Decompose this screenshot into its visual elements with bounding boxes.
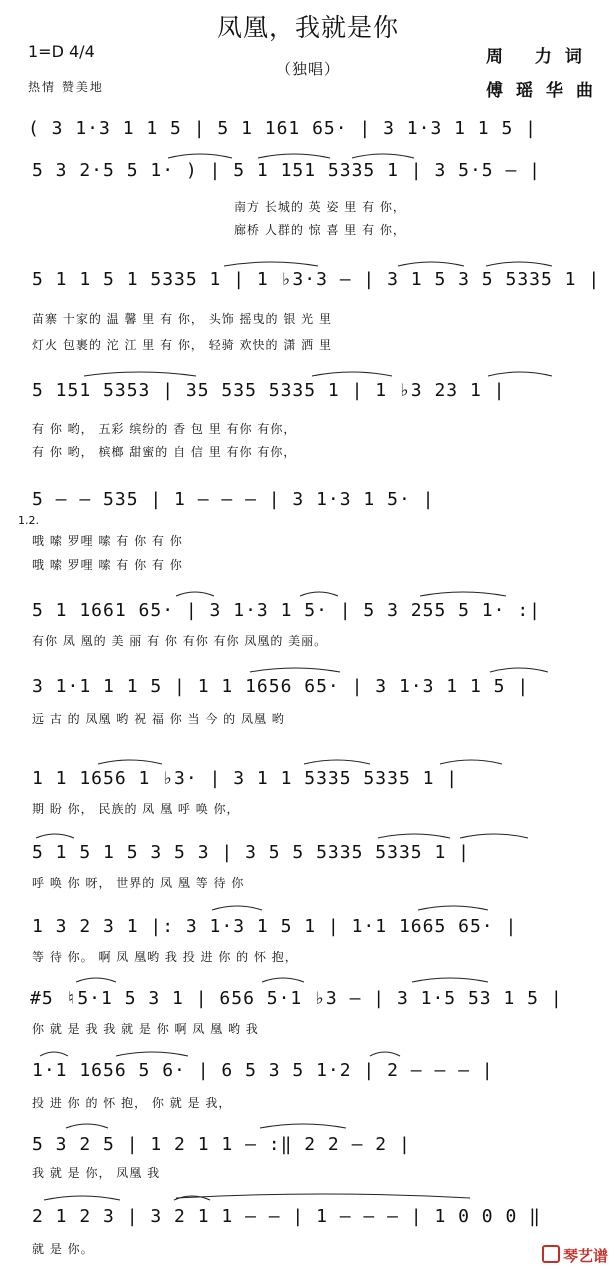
slur-arc xyxy=(44,1196,120,1200)
slur-arc xyxy=(300,592,338,596)
lyric-line: 期 盼 你， 民族的 凤 凰 呼 唤 你， xyxy=(32,802,240,816)
notation-line: 5 151 5353 | 35 535 5335 1 | 1 ♭3 23 1 | xyxy=(32,380,506,401)
lyric-line: 等 待 你。 啊 凤 凰哟 我 投 进 你 的 怀 抱， xyxy=(32,950,298,964)
lyric-line: 你 就 是 我 我 就 是 你 啊 凤 凰 哟 我 xyxy=(32,1022,259,1036)
slur-arc xyxy=(486,262,552,266)
slur-arc xyxy=(418,906,488,910)
composer-credit: 傅瑶华曲 xyxy=(486,81,606,101)
lyric-line: 南方 长城的 英 姿 里 有 你， xyxy=(234,200,406,214)
notation-line: 5 1 1 5 1 5335 1 | 1 ♭3·3 — | 3 1 5 3 5 5335 1 | xyxy=(32,269,601,290)
slur-arc xyxy=(212,906,262,910)
slur-arc xyxy=(370,1052,400,1056)
slur-arc xyxy=(412,978,488,982)
lyric-line: 有 你 哟， 槟榔 甜蜜的 自 信 里 有你 有你， xyxy=(32,445,297,459)
slur-arc xyxy=(490,668,548,672)
notation-line: 1 1 1656 1 ♭3· | 3 1 1 5335 5335 1 | xyxy=(32,768,459,789)
notation-line: 5 1 5 1 5 3 5 3 | 3 5 5 5335 5335 1 | xyxy=(32,842,470,863)
slur-arc xyxy=(398,262,464,266)
slur-arc xyxy=(250,668,340,672)
notation-line: 1 3 2 3 1 |: 3 1·3 1 5 1 | 1·1 1665 65· | xyxy=(32,916,518,937)
slur-arc xyxy=(352,154,414,158)
slur-arc xyxy=(304,760,370,764)
slur-arc xyxy=(224,262,318,266)
slur-arc xyxy=(420,592,506,596)
volta-ending: 1.2. xyxy=(18,514,39,527)
watermark-logo: 琴艺谱 xyxy=(542,1245,608,1266)
notation-line: 5 — — 535 | 1 — — — | 3 1·3 1 5· | xyxy=(32,489,435,510)
notation-line: ( 3 1·3 1 1 5 | 5 1 161 65· | 3 1·3 1 1 5 | xyxy=(28,118,537,139)
lyric-line: 远 古 的 凤凰 哟 祝 福 你 当 今 的 凤凰 哟 xyxy=(32,712,285,726)
lyric-line: 就 是 你。 xyxy=(32,1242,94,1256)
slur-arc xyxy=(262,978,304,982)
lyric-line: 投 进 你 的 怀 抱， 你 就 是 我， xyxy=(32,1096,232,1110)
lyric-line: 灯火 包裹的 沱 江 里 有 你， 轻骑 欢快的 潇 洒 里 xyxy=(32,338,332,352)
lyric-line: 有你 凤 凰的 美 丽 有 你 有你 有你 凤凰的 美丽。 xyxy=(32,634,328,648)
slur-arc xyxy=(260,1124,346,1128)
slur-arc xyxy=(40,1052,68,1056)
slur-arc xyxy=(84,372,196,376)
notation-line: 3 1·1 1 1 5 | 1 1 1656 65· | 3 1·3 1 1 5 | xyxy=(32,676,530,697)
slur-arc xyxy=(488,372,552,376)
slur-arc xyxy=(76,978,116,982)
lyric-line: 有 你 哟， 五彩 缤纷的 香 包 里 有你 有你， xyxy=(32,422,297,436)
song-title: 凤凰，我就是你 xyxy=(216,13,399,42)
lyric-line: 廊桥 人群的 惊 喜 里 有 你， xyxy=(234,223,406,237)
slur-arc xyxy=(312,372,392,376)
slur-arc xyxy=(460,834,528,838)
lyric-line: 哦 嗦 罗哩 嗦 有 你 有 你 xyxy=(32,558,183,572)
slur-arc xyxy=(36,834,74,838)
slur-arc xyxy=(168,154,232,158)
slur-arc xyxy=(98,760,162,764)
notation-line: 5 3 2·5 5 1· ) | 5 1 151 5335 1 | 3 5·5 — | xyxy=(32,160,541,181)
song-subtitle: （独唱） xyxy=(275,60,340,78)
notation-line: 5 1 1661 65· | 3 1·3 1 5· | 5 3 255 5 1· :| xyxy=(32,600,541,621)
key-signature: 1=D 4/4 xyxy=(28,42,95,61)
slur-arc xyxy=(440,760,502,764)
slur-arc xyxy=(66,1124,108,1128)
slur-arc xyxy=(258,154,330,158)
lyric-line: 哦 嗦 罗哩 嗦 有 你 有 你 xyxy=(32,534,183,548)
tempo-marking: 热情 赞美地 xyxy=(28,80,104,94)
lyric-line: 苗寨 十家的 温 馨 里 有 你， 头饰 摇曳的 银 光 里 xyxy=(32,312,332,326)
slur-arc xyxy=(116,1052,188,1056)
notation-line: 5 3 2 5 | 1 2 1 1 — :‖ 2 2 — 2 | xyxy=(32,1134,411,1155)
slur-arc xyxy=(176,1194,470,1198)
notation-line: 1·1 1656 5 6· | 6 5 3 5 1·2 | 2 — — — | xyxy=(32,1060,494,1081)
piano-logo-icon xyxy=(542,1245,560,1263)
notation-line: #5 ♮5·1 5 3 1 | 656 5·1 ♭3 — | 3 1·5 53 1 5 | xyxy=(30,988,563,1009)
notation-line: 2 1 2 3 | 3 2 1 1 — — | 1 — — — | 1 0 0 0 ‖ xyxy=(32,1206,541,1227)
lyricist-credit: 周 力词 xyxy=(486,47,595,67)
slur-arc xyxy=(176,592,214,596)
slur-arc xyxy=(378,834,450,838)
lyric-line: 我 就 是 你， 凤凰 我 xyxy=(32,1166,161,1180)
lyric-line: 呼 唤 你 呀， 世界的 凤 凰 等 待 你 xyxy=(32,876,245,890)
